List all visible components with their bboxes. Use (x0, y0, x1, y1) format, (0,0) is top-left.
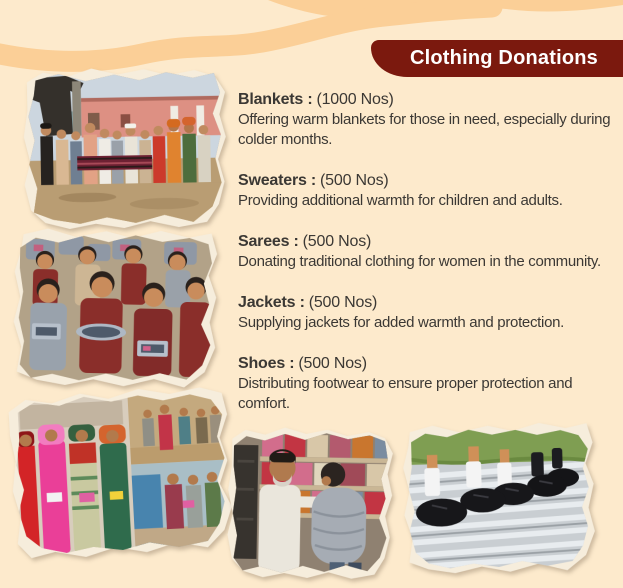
photo-image (28, 71, 223, 224)
item-label: Jackets : (238, 294, 305, 311)
jacket-fitting-photo (227, 427, 394, 580)
women-sarees-collage-photo (8, 384, 234, 560)
photo-image (232, 432, 388, 575)
item-quantity: (500 Nos) (320, 172, 389, 189)
item-label: Sarees : (238, 233, 299, 250)
item-description: Offering warm blankets for those in need, especially during colder months. (238, 111, 611, 148)
item-heading (238, 293, 620, 313)
item-label: Sweaters : (238, 172, 317, 189)
donation-item-blankets (238, 90, 620, 150)
donation-item-jackets (238, 293, 620, 333)
item-quantity: (500 Nos) (298, 355, 367, 372)
photo-image (13, 390, 229, 556)
item-label: Shoes : (238, 355, 295, 372)
item-description: Donating traditional clothing for women in the community. (238, 253, 601, 270)
donated-shoes-photo (402, 422, 596, 575)
item-heading (238, 171, 620, 191)
item-heading (238, 232, 620, 252)
item-quantity: (500 Nos) (302, 233, 372, 250)
donation-item-shoes (238, 354, 620, 414)
item-label: Blankets : (238, 91, 313, 108)
item-heading (238, 354, 620, 374)
blanket-distribution-photo (23, 66, 228, 230)
donation-item-sweaters (238, 171, 620, 211)
section-banner (371, 40, 623, 77)
children-sweater-packets-photo (12, 228, 217, 388)
donation-list (238, 90, 620, 435)
item-description: Distributing footwear to ensure proper protection and comfort. (238, 375, 573, 412)
item-quantity: (500 Nos) (308, 294, 378, 311)
photo-image (17, 233, 212, 383)
item-heading (238, 90, 620, 110)
photo-image (407, 427, 591, 570)
item-description: Supplying jackets for added warmth and protection. (238, 314, 565, 331)
item-quantity: (1000 Nos) (316, 91, 394, 108)
section-title: Clothing Donations (409, 47, 598, 69)
donation-item-sarees (238, 232, 620, 272)
item-description: Providing additional warmth for children and adults. (238, 192, 563, 209)
